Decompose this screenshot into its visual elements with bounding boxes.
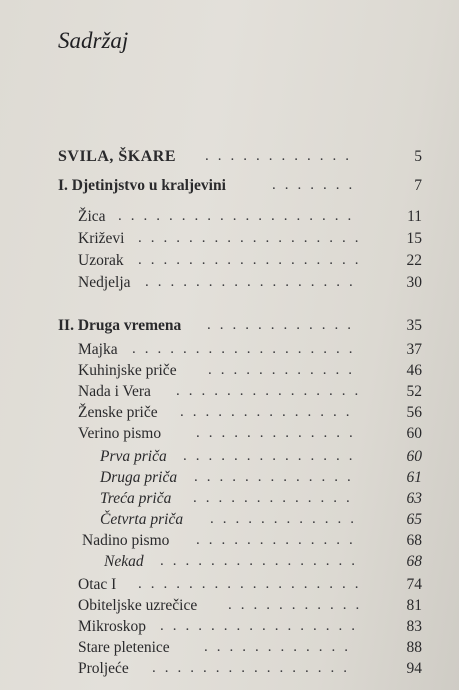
toc-entry-label: Kuhinjske priče: [78, 362, 177, 379]
toc-entry-label: Prva priča: [100, 448, 167, 465]
toc-entry-leader: ..................: [138, 230, 368, 246]
toc-entry-label: Treća priča: [100, 490, 172, 507]
toc-entry-leader: ............: [205, 148, 358, 164]
toc-entry-leader: .................: [145, 274, 362, 290]
toc-entry-label: SVILA, ŠKARE: [58, 148, 177, 165]
toc-entry-page: 74: [406, 576, 422, 593]
toc-entry-page: 88: [406, 639, 422, 656]
toc-entry-leader: ...........: [228, 597, 369, 613]
toc-entry-page: 68: [406, 553, 422, 570]
toc-entry-page: 30: [406, 274, 422, 291]
toc-entry-label: Otac I: [78, 576, 117, 593]
toc-entry-page: 65: [406, 511, 422, 528]
toc-entry-page: 81: [406, 597, 422, 614]
toc-entry-label: Obiteljske uzrečice: [78, 597, 198, 614]
toc-entry-leader: ..............: [183, 448, 362, 464]
toc-entry-label: Druga priča: [100, 469, 178, 486]
toc-entry-page: 46: [406, 362, 422, 379]
toc-entry-leader: ................: [160, 553, 364, 569]
toc-entry-leader: .............: [196, 532, 362, 548]
toc-entry-label: Nadino pismo: [82, 532, 170, 549]
toc-entry: [0, 532, 459, 552]
toc-entry-label: Četvrta priča: [100, 511, 184, 528]
toc-entry-label: Žica: [78, 208, 106, 225]
toc-entry-page: 83: [406, 618, 422, 635]
toc-entry: [0, 317, 459, 337]
toc-entry: [0, 362, 459, 382]
toc-entry-leader: ................: [152, 660, 356, 676]
toc-entry-leader: ............: [204, 639, 357, 655]
toc-entry-leader: ................: [160, 618, 364, 634]
toc-entry-page: 60: [406, 448, 422, 465]
toc-entry-page: 5: [414, 148, 422, 165]
toc-entry: [0, 425, 459, 445]
toc-entry-page: 94: [406, 660, 422, 677]
toc-entry-page: 61: [406, 469, 422, 486]
toc-entry-page: 15: [406, 230, 422, 247]
toc-entry-leader: ............: [207, 317, 360, 333]
toc-entry-page: 22: [406, 252, 422, 269]
toc-entry-leader: ............: [210, 511, 363, 527]
toc-entry: [0, 469, 459, 489]
toc-entry: [0, 660, 459, 680]
toc-entry-leader: ..............: [180, 404, 359, 420]
toc-entry-label: Mikroskop: [78, 618, 147, 635]
toc-entry-label: II. Druga vremena: [58, 317, 182, 334]
toc-entry: [0, 597, 459, 617]
toc-entry-label: Stare pletenice: [78, 639, 170, 656]
toc-entry-page: 35: [406, 317, 422, 334]
toc-entry: [0, 148, 459, 168]
toc-entry-label: Ženske priče: [78, 404, 158, 421]
toc-entry: [0, 341, 459, 361]
toc-entry: [0, 448, 459, 468]
toc-entry-page: 37: [406, 341, 422, 358]
toc-entry-label: Proljeće: [78, 660, 129, 677]
toc-entry-leader: .............: [194, 469, 360, 485]
toc-entry: [0, 383, 459, 403]
toc-entry-label: Nada i Vera: [78, 383, 151, 400]
toc-entry-page: 68: [406, 532, 422, 549]
toc-entry-leader: ............: [208, 362, 361, 378]
toc-entry-page: 56: [406, 404, 422, 421]
toc-entry: [0, 230, 459, 250]
toc-entry-label: I. Djetinjstvo u kraljevini: [58, 177, 226, 194]
toc-entry-label: Nekad: [104, 553, 144, 570]
toc-entry-label: Križevi: [78, 230, 125, 247]
toc-entry-page: 52: [406, 383, 422, 400]
toc-entry: [0, 511, 459, 531]
page-title: Sadržaj: [58, 28, 129, 53]
toc-entry-leader: ...................: [118, 208, 361, 224]
toc-entry-leader: .............: [193, 490, 359, 506]
toc-entry-label: Verino pismo: [78, 425, 162, 442]
toc-entry: [0, 208, 459, 228]
toc-entry: [0, 274, 459, 294]
toc-entry-leader: ..................: [132, 341, 362, 357]
toc-entry-leader: ..................: [138, 576, 368, 592]
toc-entry: [0, 490, 459, 510]
toc-entry-leader: .............: [196, 425, 362, 441]
toc-entry-leader: ...............: [176, 383, 368, 399]
toc-entry-leader: ..................: [138, 252, 368, 268]
toc-entry: [0, 618, 459, 638]
toc-entry: [0, 404, 459, 424]
toc-entry-leader: .......: [272, 177, 362, 193]
toc-entry: [0, 639, 459, 659]
toc-entry-label: Uzorak: [78, 252, 124, 269]
toc-entry-page: 7: [414, 177, 422, 194]
toc-entry-label: Nedjelja: [78, 274, 131, 291]
toc-entry-page: 11: [407, 208, 422, 225]
toc-entry-page: 63: [406, 490, 422, 507]
toc-entry-label: Majka: [78, 341, 118, 358]
toc-entry-page: 60: [406, 425, 422, 442]
toc-entry: [0, 553, 459, 573]
toc-entry: [0, 576, 459, 596]
toc-entry: [0, 252, 459, 272]
toc-entry: [0, 177, 459, 197]
